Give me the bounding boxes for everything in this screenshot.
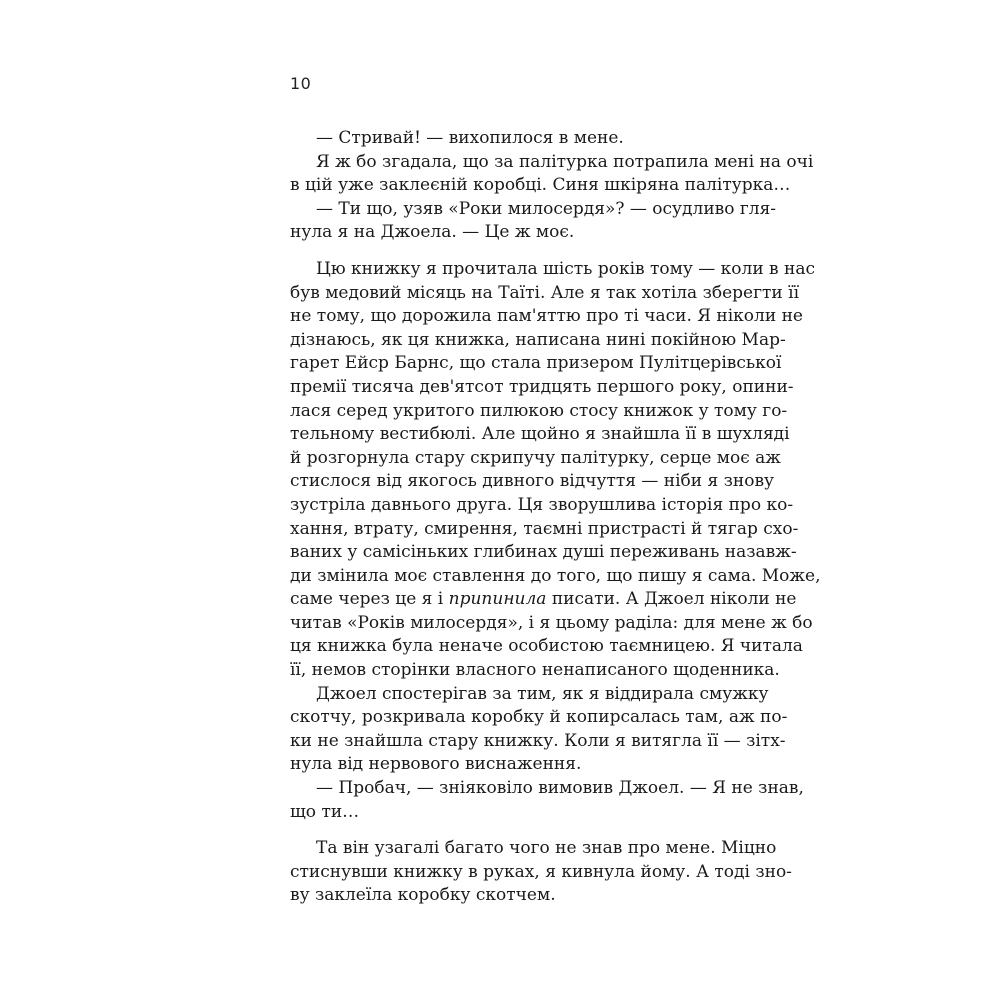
text-line: стислося від якогось дивного відчуття — ніби я знову xyxy=(290,471,775,492)
text-segment: саме через це я і xyxy=(290,589,449,610)
text-line: зустріла давнього друга. Ця зворушлива історія про ко- xyxy=(290,494,794,515)
text-line: Джоел спостерігав за тим, як я віддирала смужку xyxy=(316,683,769,704)
text-line: ваних у самісінькиx глибинах душі переживань назавж- xyxy=(290,542,797,563)
text-line: Та він узагалі багато чого не знав про мене. Міцно xyxy=(316,838,777,859)
emphasized-word: припинила xyxy=(448,589,547,610)
text-line: — Ти що, узяв «Роки милосердя»? — осудливо гля- xyxy=(316,198,777,219)
text-line: тельному вестибюлі. Але щойно я знайшла її в шухляді xyxy=(290,424,790,445)
text-line: ву заклеїла коробку скотчем. xyxy=(290,885,556,906)
text-line: стиснувши книжку в руках, я кивнула йому. А тоді зно- xyxy=(290,861,792,882)
text-line: був медовий місяць на Таїті. Але я так хотіла зберегти її xyxy=(290,282,800,303)
page-number: 10 xyxy=(290,74,312,93)
text-line: й розгорнула стару скрипучу палітурку, серце моє аж xyxy=(290,447,781,468)
text-line: нула від нервового виснаження. xyxy=(290,754,582,775)
text-line: лася серед укритого пилюкою стосу книжок у тому го- xyxy=(290,400,788,421)
text-line: ди змінила моє ставлення до того, що пишу я сама. Може, xyxy=(290,565,821,586)
text-line: Цю книжку я прочитала шість років тому — коли в нас xyxy=(316,258,816,279)
text-line: нула я на Джоела. — Це ж моє. xyxy=(290,222,575,243)
body-text xyxy=(290,127,821,908)
text-line: хання, втрату, смирення, таємні пристрасті й тягар схо- xyxy=(290,518,799,539)
text-line: ця книжка була неначе особистою таємницею. Я читала xyxy=(290,636,803,657)
text-line: читав «Років милосердя», і я цьому раділа: для мене ж бо xyxy=(290,612,813,633)
text-line: в цій уже заклеєній коробці. Синя шкіряна палітурка… xyxy=(290,175,791,196)
text-line: ки не знайшла стару книжку. Коли я витягла її — зітх- xyxy=(290,730,786,751)
text-line: скотчу, розкривала коробку й копирсалась там, аж по- xyxy=(290,707,788,728)
text-line: — Стривай! — вихопилося в мене. xyxy=(316,128,624,148)
text-line: що ти… xyxy=(290,801,360,822)
text-segment: писати. А Джоел ніколи не xyxy=(546,589,797,610)
text-line: — Пробач, — зніяковіло вимовив Джоел. — Я не знав, xyxy=(316,778,804,799)
text-line: гарет Ейср Барнс, що стала призером Пулітцерівської xyxy=(290,353,782,374)
text-line: премії тисяча дев'ятсот тридцять першого року, опини- xyxy=(290,376,794,397)
text-line: не тому, що дорожила пам'яттю про ті часи. Я ніколи не xyxy=(290,306,803,327)
text-line: дізнаюсь, як ця книжка, написана нині покійною Мар- xyxy=(290,329,786,350)
text-line xyxy=(290,588,797,612)
text-line: її, немов сторінки власного ненаписаного щоденника. xyxy=(290,660,780,681)
text-line: Я ж бо згадала, що за палітурка потрапила мені на очі xyxy=(316,151,814,172)
